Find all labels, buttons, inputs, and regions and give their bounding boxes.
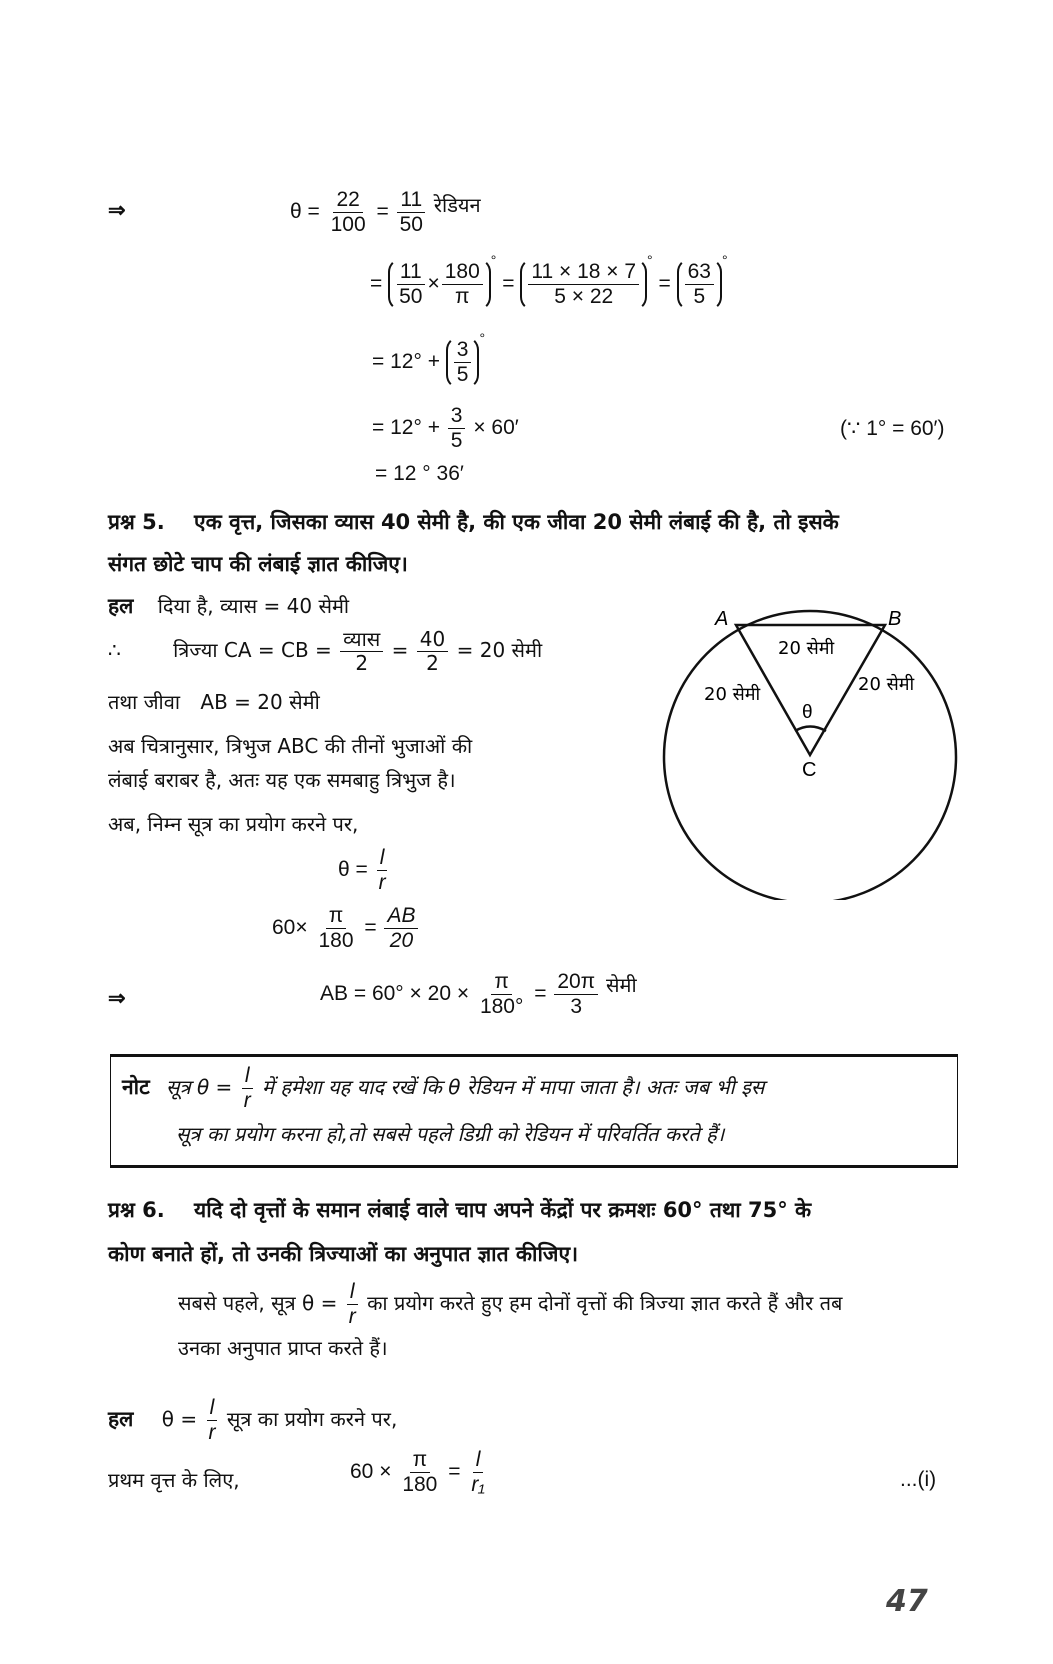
theta-lhs: θ = xyxy=(290,200,320,224)
q6-hint-line-1: सबसे पहले, सूत्र θ = $\frac{l}{r}$ का प्रयोग करते हुए हम दोनों वृत्तों की त्रिज्या ज्ञात करते हैं और तब xyxy=(178,1280,843,1329)
q5-solution-given: हल दिया है, व्यास = 40 सेमी xyxy=(108,594,350,618)
q5-chord-line: तथा जीवा AB = 20 सेमी xyxy=(108,690,320,714)
question-6-line-2: कोण बनाते हों, तो उनकी त्रिज्याओं का अनुपात ज्ञात कीजिए। xyxy=(108,1242,579,1266)
circle-chord-figure xyxy=(640,590,960,900)
point-b-label: B xyxy=(888,608,902,630)
derivation-line-1: θ = $\frac{22}{100}$ = $\frac{11}{50}$ रेडियन xyxy=(290,188,481,237)
derivation-line-4: = 12° + $\frac{3}{5}$ × 60′ xyxy=(372,404,519,453)
point-c-label: C xyxy=(802,759,817,781)
q5-formula: θ = $\frac{l}{r}$ xyxy=(338,846,386,895)
therefore-symbol: ∴ xyxy=(108,638,121,662)
angle-theta-label: θ xyxy=(802,702,813,723)
derivation-line-3: = 12° + $\frac{3}{5}$ ° xyxy=(372,336,485,389)
q6-hint-line-2: उनका अनुपात प्राप्त करते हैं। xyxy=(178,1336,388,1360)
reason-note: (∵ 1° = 60′) xyxy=(840,417,945,440)
equation-tag: ...(i) xyxy=(900,1468,937,1491)
point-a-label: A xyxy=(715,608,729,630)
question-5-line-2: संगत छोटे चाप की लंबाई ज्ञात कीजिए। xyxy=(108,552,408,576)
note-line-2: सूत्र का प्रयोग करना हो,तो सबसे पहले डिग्री को रेडियन में परिवर्तित करते हैं। xyxy=(176,1122,725,1146)
q6-solution-line: हल θ = $\frac{l}{r}$ सूत्र का प्रयोग करने पर, xyxy=(108,1396,398,1445)
q6-first-circle-equation: 60 × $\frac{\pi}{180}$ = $\frac{l}{\text{r₁}}$ xyxy=(350,1448,485,1497)
q5-radius-line: ∴ त्रिज्या CA = CB = $\frac{\text{व्यास}}{2}$ = $\frac{40}{2}$ = 20 सेमी xyxy=(108,627,543,675)
solution-label: हल xyxy=(108,1407,134,1432)
page-number: 47 xyxy=(886,1584,928,1619)
question-5-label: प्रश्न 5. xyxy=(108,510,165,534)
note-line-1: नोट सूत्र θ = $\frac{l}{r}$ में हमेशा यह याद रखें कि θ रेडियन में मापा जाता है। अतः जब भी इस xyxy=(122,1064,765,1113)
derivation-line-5: = 12 ° 36′ xyxy=(375,462,464,485)
fraction: $\frac{11}{50}$ xyxy=(397,188,426,237)
note-label: नोट xyxy=(122,1075,150,1100)
question-6-line-1: प्रश्न 6. यदि दो वृत्तों के समान लंबाई वाले चाप अपने केंद्रों पर क्रमशः 60° तथा 75° के xyxy=(108,1198,812,1222)
fraction: $\frac{22}{100}$ xyxy=(330,188,366,237)
side-cb-label: 20 सेमी xyxy=(858,674,915,695)
q5-equation-2: 60× $\frac{\pi}{180}$ = $\frac{AB}{20}$ xyxy=(272,904,420,953)
q5-paragraph-line-2: लंबाई बराबर है, अतः यह एक समबाहु त्रिभुज है। xyxy=(108,768,456,792)
unit-radian: रेडियन xyxy=(433,193,481,218)
implies-symbol: ⇒ xyxy=(108,199,126,222)
q5-formula-intro: अब, निम्न सूत्र का प्रयोग करने पर, xyxy=(108,812,359,836)
derivation-line-2: = $\frac{11}{50}$ × $\frac{180}{\pi}$ ° = $\frac{11 \times 18 \times 7}{5 \times 22}$ ° = $\frac{63}{5}$ ° xyxy=(370,258,728,311)
side-ab-label: 20 सेमी xyxy=(778,638,835,659)
q5-paragraph-line-1: अब चित्रानुसार, त्रिभुज ABC की तीनों भुजाओं की xyxy=(108,734,473,758)
question-6-label: प्रश्न 6. xyxy=(108,1198,165,1222)
question-5-line-1: प्रश्न 5. एक वृत्त, जिसका व्यास 40 सेमी है, की एक जीवा 20 सेमी लंबाई की है, तो इसके xyxy=(108,510,839,534)
solution-label: हल xyxy=(108,594,134,618)
side-ca-label: 20 सेमी xyxy=(704,684,761,705)
implies-symbol: ⇒ xyxy=(108,987,126,1010)
q5-equation-3: AB = 60° × 20 × $\frac{\pi}{180^\circ}$ = $\frac{20\pi}{3}$ सेमी xyxy=(320,970,637,1019)
q6-first-circle-label: प्रथम वृत्त के लिए, xyxy=(108,1468,240,1492)
